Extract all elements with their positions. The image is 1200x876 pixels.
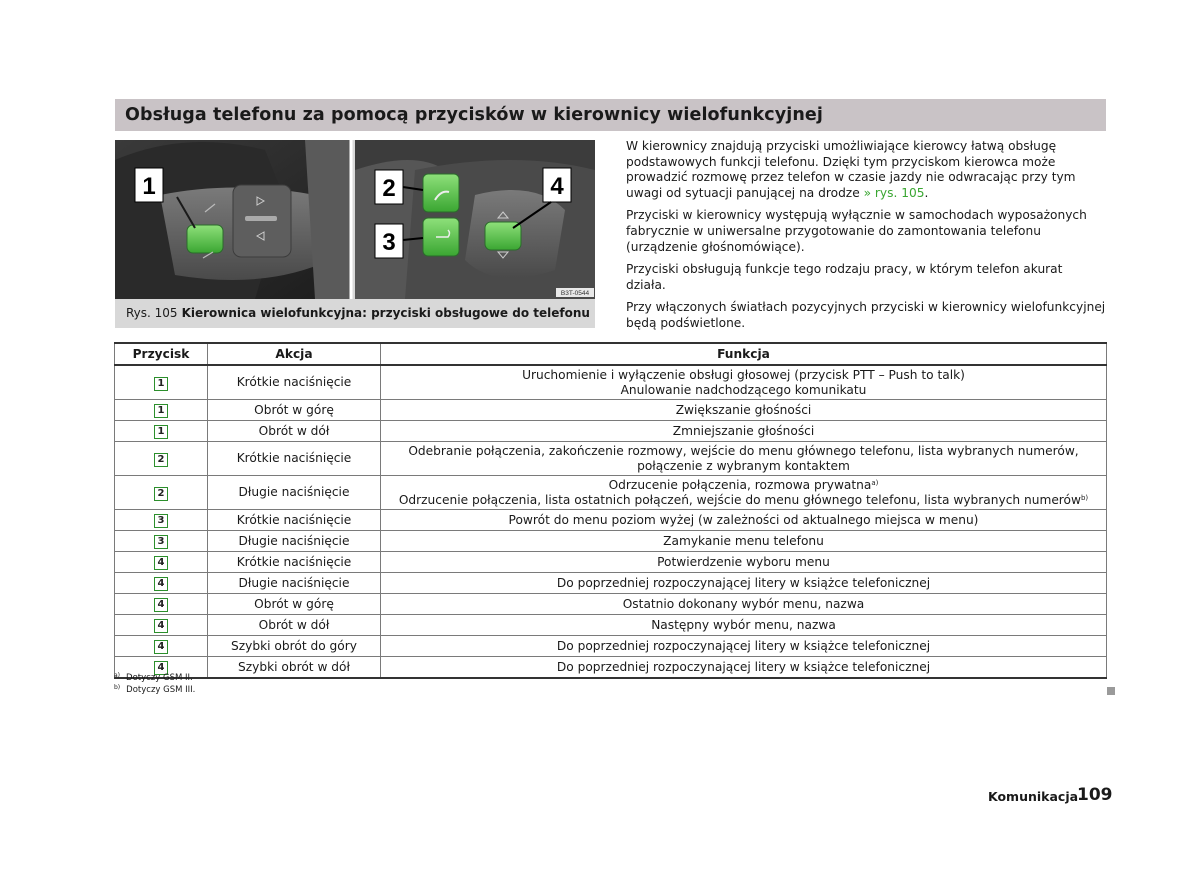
function-cell: Następny wybór menu, nazwa [381,615,1107,636]
button-number-badge: 4 [154,577,168,591]
buttons-table [114,342,1107,679]
paragraph-3: Przyciski obsługują funkcje tego rodzaju pracy, w którym telefon akurat działa. [626,262,1063,292]
button-cell [115,573,208,594]
action-cell: Obrót w dół [208,615,381,636]
button-number-badge: 2 [154,453,168,467]
footer-section-label: Komunikacja [988,789,1079,804]
table-row [115,657,1107,679]
table-row [115,552,1107,573]
action-cell: Szybki obrót do góry [208,636,381,657]
action-cell: Krótkie naciśnięcie [208,510,381,531]
page-title: Obsługa telefonu za pomocą przycisków w kierownicy wielofunkcyjnej [125,105,823,125]
page-number: 109 [1077,785,1113,805]
button-number-badge: 3 [154,514,168,528]
caption-text: Kierownica wielofunkcyjna: przyciski obsługowe do telefonu [181,306,590,320]
function-cell: Potwierdzenie wyboru menu [381,552,1107,573]
svg-text:4: 4 [550,173,564,200]
steering-wheel-figure [115,140,595,299]
button-cell [115,552,208,573]
function-cell: Zmniejszanie głośności [381,421,1107,442]
button-cell [115,400,208,421]
action-cell: Szybki obrót w dół [208,657,381,679]
table-body [115,365,1107,678]
function-cell: Do poprzedniej rozpoczynającej litery w książce telefonicznej [381,657,1107,679]
button-number-badge: 1 [154,425,168,439]
function-cell: Ostatnio dokonany wybór menu, nazwa [381,594,1107,615]
button-cell [115,615,208,636]
table-row [115,476,1107,510]
header-button: Przycisk [115,343,208,365]
action-cell: Obrót w górę [208,400,381,421]
button-cell [115,510,208,531]
button-cell [115,365,208,400]
function-cell: Odebranie połączenia, zakończenie rozmowy, wejście do menu głównego telefonu, lista wybranych numerów, połączenie z wybranym kontaktem [381,442,1107,476]
table-row [115,594,1107,615]
button-number-badge: 4 [154,640,168,654]
table-row [115,615,1107,636]
action-cell: Krótkie naciśnięcie [208,442,381,476]
function-cell: Powrót do menu poziom wyżej (w zależności od aktualnego miejsca w menu) [381,510,1107,531]
header-function: Funkcja [381,343,1107,365]
section-end-marker [1107,687,1115,695]
button-number-badge: 2 [154,487,168,501]
action-cell: Długie naciśnięcie [208,531,381,552]
function-cell: Do poprzedniej rozpoczynającej litery w książce telefonicznej [381,573,1107,594]
button-number-badge: 1 [154,377,168,391]
table-row [115,573,1107,594]
table-row [115,400,1107,421]
action-cell: Obrót w dół [208,421,381,442]
table-row [115,442,1107,476]
footnote-b: $^{b)}$ Dotyczy GSM III. [114,683,196,695]
action-cell: Długie naciśnięcie [208,573,381,594]
button-number-badge: 1 [154,404,168,418]
svg-text:1: 1 [142,173,156,200]
button-cell [115,531,208,552]
button-number-badge: 4 [154,598,168,612]
figure-reference-link[interactable]: » rys. 105 [863,185,925,200]
action-cell: Krótkie naciśnięcie [208,552,381,573]
button-cell [115,442,208,476]
button-cell [115,421,208,442]
table-row [115,636,1107,657]
function-cell: Odrzucenie połączenia, rozmowa prywatna$^{a)}$ Odrzucenie połączenia, lista ostatnich połączeń, wejście do menu głównego telefonu, lista wybranych numerów$^{b)}$ [381,476,1107,510]
button-cell [115,476,208,510]
function-cell: Zamykanie menu telefonu [381,531,1107,552]
table-row [115,365,1107,400]
figure [115,140,595,328]
table-row [115,531,1107,552]
button-number-badge: 4 [154,556,168,570]
footnote-a: $^{a)}$ Dotyczy GSM II. [114,672,193,683]
paragraph-2: Przyciski w kierownicy występują wyłącznie w samochodach wyposażonych fabrycznie w uniwersalne przygotowanie do zamontowania telefonu (urządzenie głośnomówiące). [626,208,1087,254]
function-cell: Do poprzedniej rozpoczynającej litery w książce telefonicznej [381,636,1107,657]
button-number-badge: 4 [154,661,168,675]
table-row [115,510,1107,531]
action-cell: Długie naciśnięcie [208,476,381,510]
caption-number: Rys. 105 [126,306,178,320]
image-code: B3T-0544 [560,290,590,297]
table-row [115,421,1107,442]
paragraph-1: W kierownicy znajdują przyciski umożliwiające kierowcy łatwą obsługę podstawowych funkcji telefonu. Dzięki tym przyciskom kierowca może prowadzić rozmowę przez telefon w czasie jazdy nie odwracając przy tym uwagi od sytuacji panującej na drodze » rys. 105. [626,139,1076,200]
footnotes [114,673,195,696]
svg-text:3: 3 [382,229,396,256]
action-cell: Krótkie naciśnięcie [208,365,381,400]
table-header-row [115,343,1107,365]
button-cell [115,594,208,615]
function-cell: Zwiększanie głośności [381,400,1107,421]
action-cell: Obrót w górę [208,594,381,615]
svg-text:2: 2 [382,175,396,202]
function-cell: Uruchomienie i wyłączenie obsługi głosowej (przycisk PTT – Push to talk) Anulowanie nadchodzącego komunikatu [381,365,1107,400]
header-action: Akcja [208,343,381,365]
callout-1 [135,168,163,202]
figure-caption [126,306,590,320]
body-text [626,139,1106,339]
section-heading-bar [115,99,1106,131]
button-number-badge: 3 [154,535,168,549]
button-cell [115,636,208,657]
paragraph-4: Przy włączonych światłach pozycyjnych przyciski w kierownicy wielofunkcyjnej będą podświetlone. [626,300,1106,330]
button-number-badge: 4 [154,619,168,633]
